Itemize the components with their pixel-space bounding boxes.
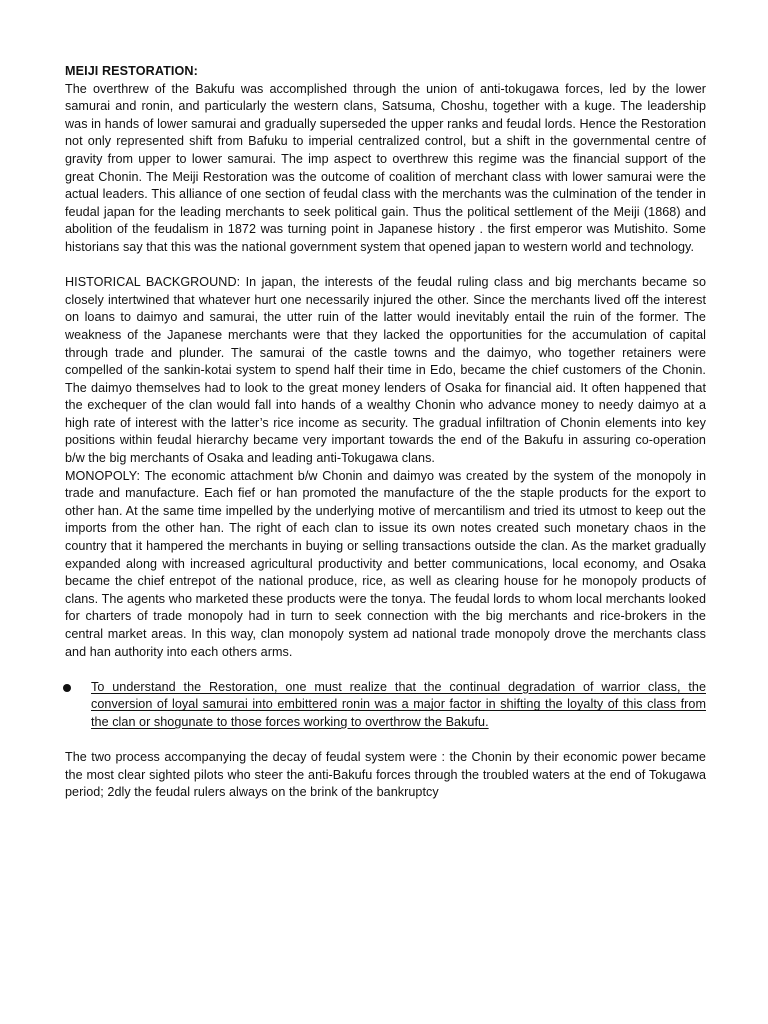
historical-background-paragraph xyxy=(65,274,706,468)
paragraph-gap xyxy=(65,661,706,679)
bullet-item xyxy=(65,679,706,732)
bullet-text: To understand the Restoration, one must realize that the continual degradation of warrior class, the conversion of loyal samurai into embittered ronin was a major factor in shifting the loyalty of this class from the clan or shogunate to those forces working to overthrow the Bakufu. xyxy=(91,679,706,729)
historical-background-heading: HISTORICAL BACKGROUND: xyxy=(65,275,241,290)
document-title: MEIJI RESTORATION: xyxy=(65,64,198,78)
monopoly-text: The economic attachment b/w Chonin and daimyo was created by the system of the monopoly in trade and manufacture. Each fief or han promoted the manufacture of the the staple products for the export to other han. At the same time impelled by the underlying motive of mercantilism and tried its utmost to keep out the imports from the other han. The right of each clan to issue its own notes created such monetary chaos in the country that it hampered the merchants in buying or selling transactions outside the clan. As the market gradually expanded along with increased agricultural productivity and better communications, local economy, and Osaka became the chief entrepot of the national produce, rice, as well as clearing house for he monopoly products of clans. The agents who marketed these products were the tonya. The feudal lords to whom local merchants looked for charters of trade monopoly had in turn to seek connection with the big merchants and rice-brokers in the central market areas. In this way, clan monopoly system ad national trade monopoly drove the merchants class and han authority into each others arms. xyxy=(65,468,706,659)
bullet-dot-icon xyxy=(63,684,71,692)
monopoly-heading: MONOPOLY: xyxy=(65,468,141,483)
monopoly-paragraph xyxy=(65,468,706,662)
intro-paragraph: The overthrew of the Bakufu was accomplished through the union of anti-tokugawa forces, led by the lower samurai and ronin, and particularly the western clans, Satsuma, Choshu, together with a kuge. The leadership was in hands of lower samurai and gradually superseded the upper ranks and feudal lords. Hence the Restoration not only represented shift from Bafuku to imperial centralized control, but a shift in the governmental centre of gravity from upper to lower samurai. The imp aspect to overthrew this regime was the financial support of the great Chonin. The Meiji Restoration was the outcome of coalition of merchant class with lower samurai were the actual leaders. This alliance of one section of feudal class with the merchants was the culmination of the tender in feudal japan for the leading merchants to seek political gain. Thus the political settlement of the Meiji (1868) and abolition of the feudalism in 1872 was turning point in Japanese history . the first emperor was Mutishito. Some historians say that this was the national government system that opened japan to western world and technology. xyxy=(65,81,706,254)
paragraph-gap xyxy=(65,257,706,275)
document-page xyxy=(65,63,706,802)
paragraph-gap xyxy=(65,732,706,750)
historical-background-text: In japan, the interests of the feudal ruling class and big merchants became so closely intertwined that whatever hurt one necessarily injured the other. Since the merchants lived off the interest on loans to daimyo and samurai, the utter ruin of the latter would inevitably entail the ruin of the former. The weakness of the Japanese merchants were that they lacked the opportunities for the accumulation of capital through trade and plunder. The samurai of the castle towns and the daimyo, who together retainers were compelled of the sankin-kotai system to spend half their time in Edo, became the chief customers of the Chonin. The daimyo themselves had to look to the great money lenders of Osaka for financial aid. It often happened that the exchequer of the clan would fall into hands of a wealthy Chonin who advance money to needy daimyo at a high rate of interest with the latter’s rice income as security. The gradual infiltration of Chonin elements into key positions within feudal hierarchy became very important towards the end of the Bakufu in assuring co-operation b/w the big merchants of Osaka and leading anti-Tokugawa clans. xyxy=(65,275,706,466)
closing-paragraph: The two process accompanying the decay of feudal system were : the Chonin by their economic power became the most clear sighted pilots who steer the anti-Bakufu forces through the troubled waters at the end of Tokugawa period; 2dly the feudal rulers always on the brink of the bankruptcy xyxy=(65,750,706,800)
